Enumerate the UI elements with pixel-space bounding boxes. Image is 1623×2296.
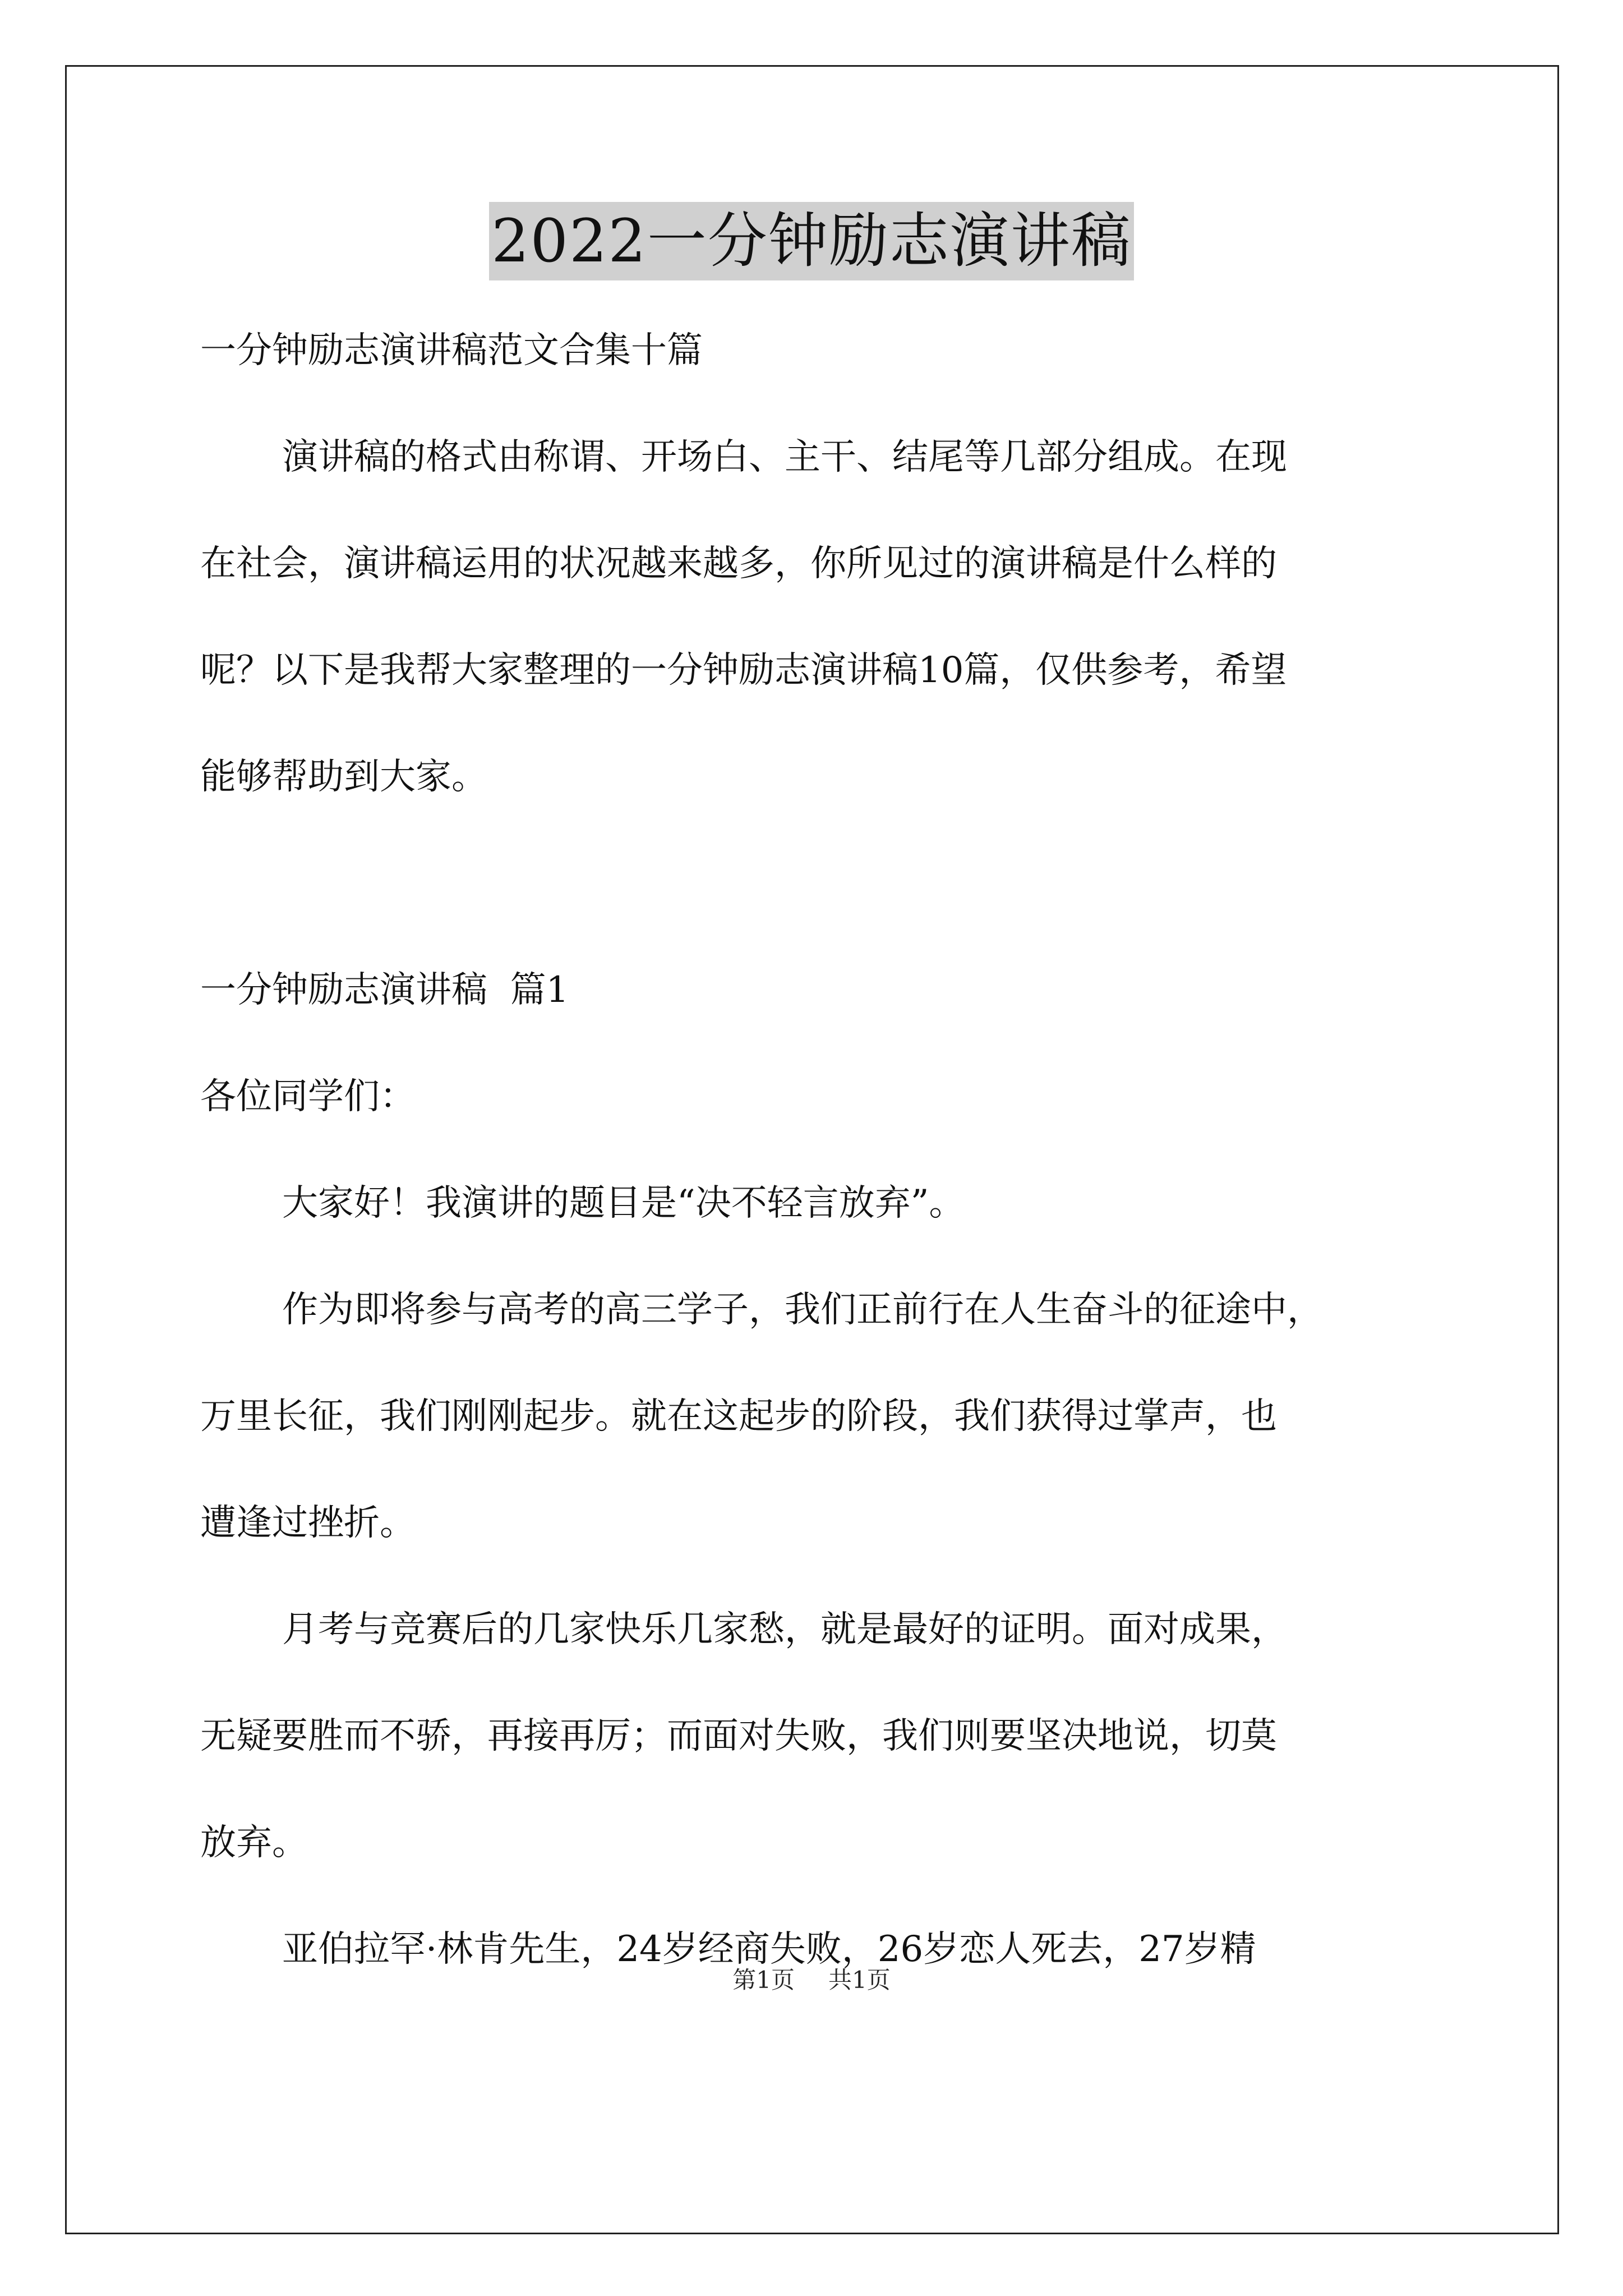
title-container	[0, 202, 1623, 280]
paragraph-line: 月考与竞赛后的几家快乐几家愁，就是最好的证明。面对成果，	[282, 1609, 1287, 1650]
paragraph-line: 无疑要胜而不骄，再接再厉；而面对失败，我们则要坚决地说，切莫	[200, 1715, 1277, 1757]
paragraph-line: 放弃。	[200, 1822, 308, 1864]
section-heading: 一分钟励志演讲稿 篇1	[200, 969, 569, 1011]
salutation: 各位同学们：	[200, 1076, 416, 1117]
section-spacer	[200, 830, 1434, 937]
paragraph-line: 万里长征，我们刚刚起步。就在这起步的阶段，我们获得过掌声，也	[200, 1396, 1277, 1437]
page-number: 第1页	[732, 1966, 795, 1994]
paragraph-line: 亚伯拉罕·林肯先生，24岁经商失败，26岁恋人死去，27岁精	[282, 1929, 1256, 1970]
paragraph-line: 大家好！我演讲的题目是“决不轻言放弃”。	[282, 1182, 965, 1224]
intro-paragraph	[200, 404, 1434, 830]
paragraph-line: 作为即将参与高考的高三学子，我们正前行在人生奋斗的征途中，	[282, 1289, 1323, 1331]
intro-line: 呢？以下是我帮大家整理的一分钟励志演讲稿10篇，仅供参考，希望	[200, 650, 1287, 691]
intro-line: 在社会，演讲稿运用的状况越来越多，你所见过的演讲稿是什么样的	[200, 543, 1277, 585]
body-paragraph	[200, 1150, 1434, 1257]
body-paragraph	[200, 1257, 1434, 1576]
page-footer	[0, 1963, 1623, 1997]
subtitle: 一分钟励志演讲稿范文合集十篇	[200, 330, 703, 371]
body-paragraph	[200, 1576, 1434, 1896]
intro-line: 能够帮助到大家。	[200, 756, 487, 798]
intro-line: 演讲稿的格式由称谓、开场白、主干、结尾等几部分组成。在现	[282, 436, 1287, 478]
document-body	[200, 297, 1434, 2003]
document-title: 2022一分钟励志演讲稿	[489, 202, 1134, 280]
paragraph-line: 遭逢过挫折。	[200, 1502, 416, 1544]
page-total: 共1页	[828, 1966, 891, 1994]
